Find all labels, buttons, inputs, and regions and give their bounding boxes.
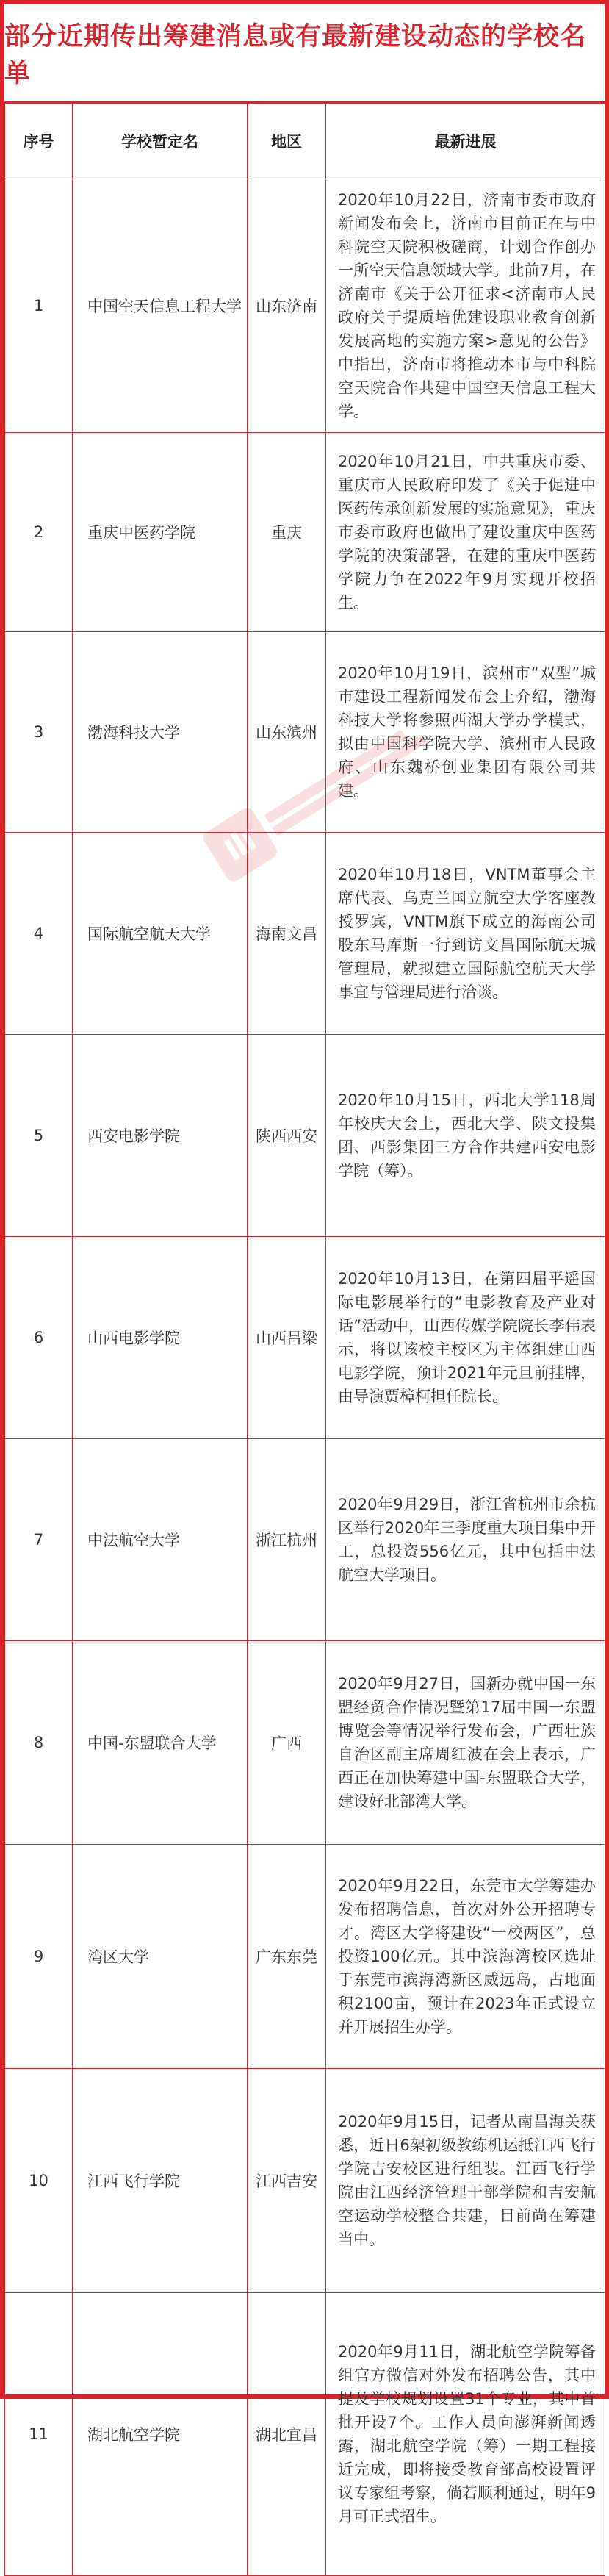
row-region: 山西吕梁 [248,1237,326,1439]
row-num: 11 [5,2293,73,2576]
row-region: 海南文昌 [248,833,326,1035]
column-header-school: 学校暂定名 [73,104,248,179]
table-row [5,1845,605,2069]
school-table [4,103,605,2576]
table-header-row [5,104,605,179]
row-progress: 2020年10月19日，滨州市“双型”城市建设工程新闻发布会上介绍，渤海科技大学将参照西湖大学办学模式，拟由中国科学院大学、滨州市人民政府、山东魏桥创业集团有限公司共建。 [326,632,605,833]
row-region: 江西吉安 [248,2069,326,2293]
row-school: 中法航空大学 [73,1439,248,1641]
row-school: 国际航空航天大学 [73,833,248,1035]
page-title: 部分近期传出筹建消息或有最新建设动态的学校名单 [4,22,587,88]
row-num: 6 [5,1237,73,1439]
row-progress: 2020年10月13日，在第四届平遥国际电影展举行的“电影教育及产业对话”活动中，山西传媒学院院长李伟表示，将以该校主校区为主体组建山西电影学院，预计2021年元旦前挂牌，由导演贾樟柯担任院长。 [326,1237,605,1439]
row-school: 湾区大学 [73,1845,248,2069]
row-region: 浙江杭州 [248,1439,326,1641]
table-row [5,632,605,833]
table-row [5,1035,605,1237]
row-progress: 2020年9月29日，浙江省杭州市余杭区举行2020年三季度重大项目集中开工，总投资556亿元，其中包括中法航空大学项目。 [326,1439,605,1641]
row-progress: 2020年9月22日，东莞市大学筹建办发布招聘信息，首次对外公开招聘专才。湾区大学将建设“一校两区”，总投资100亿元。其中滨海湾校区选址于东莞市滨海湾新区威远岛，占地面积2100亩，预计在2023年正式设立并开展招生办学。 [326,1845,605,2069]
table-row [5,2293,605,2576]
row-region: 山东济南 [248,179,326,433]
row-progress: 2020年9月15日，记者从南昌海关获悉，近日6架初级教练机运抵江西飞行学院吉安校区进行组装。江西飞行学院由江西经济管理干部学院和吉安航空运动学校整合共建，目前尚在筹建当中。 [326,2069,605,2293]
row-school: 江西飞行学院 [73,2069,248,2293]
column-header-progress: 最新进展 [326,104,605,179]
row-num: 7 [5,1439,73,1641]
column-header-region: 地区 [248,104,326,179]
table-row [5,433,605,632]
column-header-num: 序号 [5,104,73,179]
row-region: 重庆 [248,433,326,632]
row-region: 山东滨州 [248,632,326,833]
row-num: 2 [5,433,73,632]
table-row [5,833,605,1035]
row-progress: 2020年9月27日，国新办就中国一东盟经贸合作情况暨第17届中国一东盟博览会等情况举行发布会，广西壮族自治区副主席周红波在会上表示，广西正在加快筹建中国-东盟联合大学，建设好北部湾大学。 [326,1641,605,1845]
table-row [5,1439,605,1641]
row-progress: 2020年10月15日，西北大学118周年校庆大会上，西北大学、陕文投集团、西影集团三方合作共建西安电影学院（筹）。 [326,1035,605,1237]
row-school: 重庆中医药学院 [73,433,248,632]
table-row [5,1237,605,1439]
row-school: 中国-东盟联合大学 [73,1641,248,1845]
row-progress: 2020年10月22日，济南市委市政府新闻发布会上，济南市目前正在与中科院空天院积极磋商，计划合作创办一所空天信息领域大学。此前7月，在济南市《关于公开征求<济南市人民政府关于提质培优建设职业教育创新发展高地的实施方案>意见的公告》中指出，济南市将推动本市与中科院空天院合作共建中国空天信息工程大学。 [326,179,605,433]
row-num: 3 [5,632,73,833]
title-bar [4,4,605,103]
row-num: 5 [5,1035,73,1237]
row-school: 湖北航空学院 [73,2293,248,2576]
row-school: 西安电影学院 [73,1035,248,1237]
row-region: 广西 [248,1641,326,1845]
row-region: 湖北宜昌 [248,2293,326,2576]
row-num: 1 [5,179,73,433]
row-num: 10 [5,2069,73,2293]
row-progress: 2020年10月18日，VNTM董事会主席代表、乌克兰国立航空大学客座教授罗宾，VNTM旗下成立的海南公司股东马库斯一行到访文昌国际航天城管理局，就拟建立国际航空航天大学事宜与管理局进行洽谈。 [326,833,605,1035]
row-num: 9 [5,1845,73,2069]
row-num: 4 [5,833,73,1035]
row-num: 8 [5,1641,73,1845]
row-school: 山西电影学院 [73,1237,248,1439]
row-progress: 2020年10月21日，中共重庆市委、重庆市人民政府印发了《关于促进中医药传承创新发展的实施意见》，重庆市委市政府也做出了建设重庆中医药学院的决策部署，在建的重庆中医药学院力争在2022年9月实现开校招生。 [326,433,605,632]
row-school: 渤海科技大学 [73,632,248,833]
row-progress: 2020年9月11日，湖北航空学院筹备组官方微信对外发布招聘公告，其中提及学校规划设置31个专业，其中首批开设7个。工作人员向澎湃新闻透露，湖北航空学院（筹）一期工程接近完成，即将接受教育部高校设置评议专家组考察，倘若顺利通过，明年9月可正式招生。 [326,2293,605,2576]
row-school: 中国空天信息工程大学 [73,179,248,433]
table-row [5,2069,605,2293]
row-region: 广东东莞 [248,1845,326,2069]
row-region: 陕西西安 [248,1035,326,1237]
table-row [5,179,605,433]
table-row [5,1641,605,1845]
